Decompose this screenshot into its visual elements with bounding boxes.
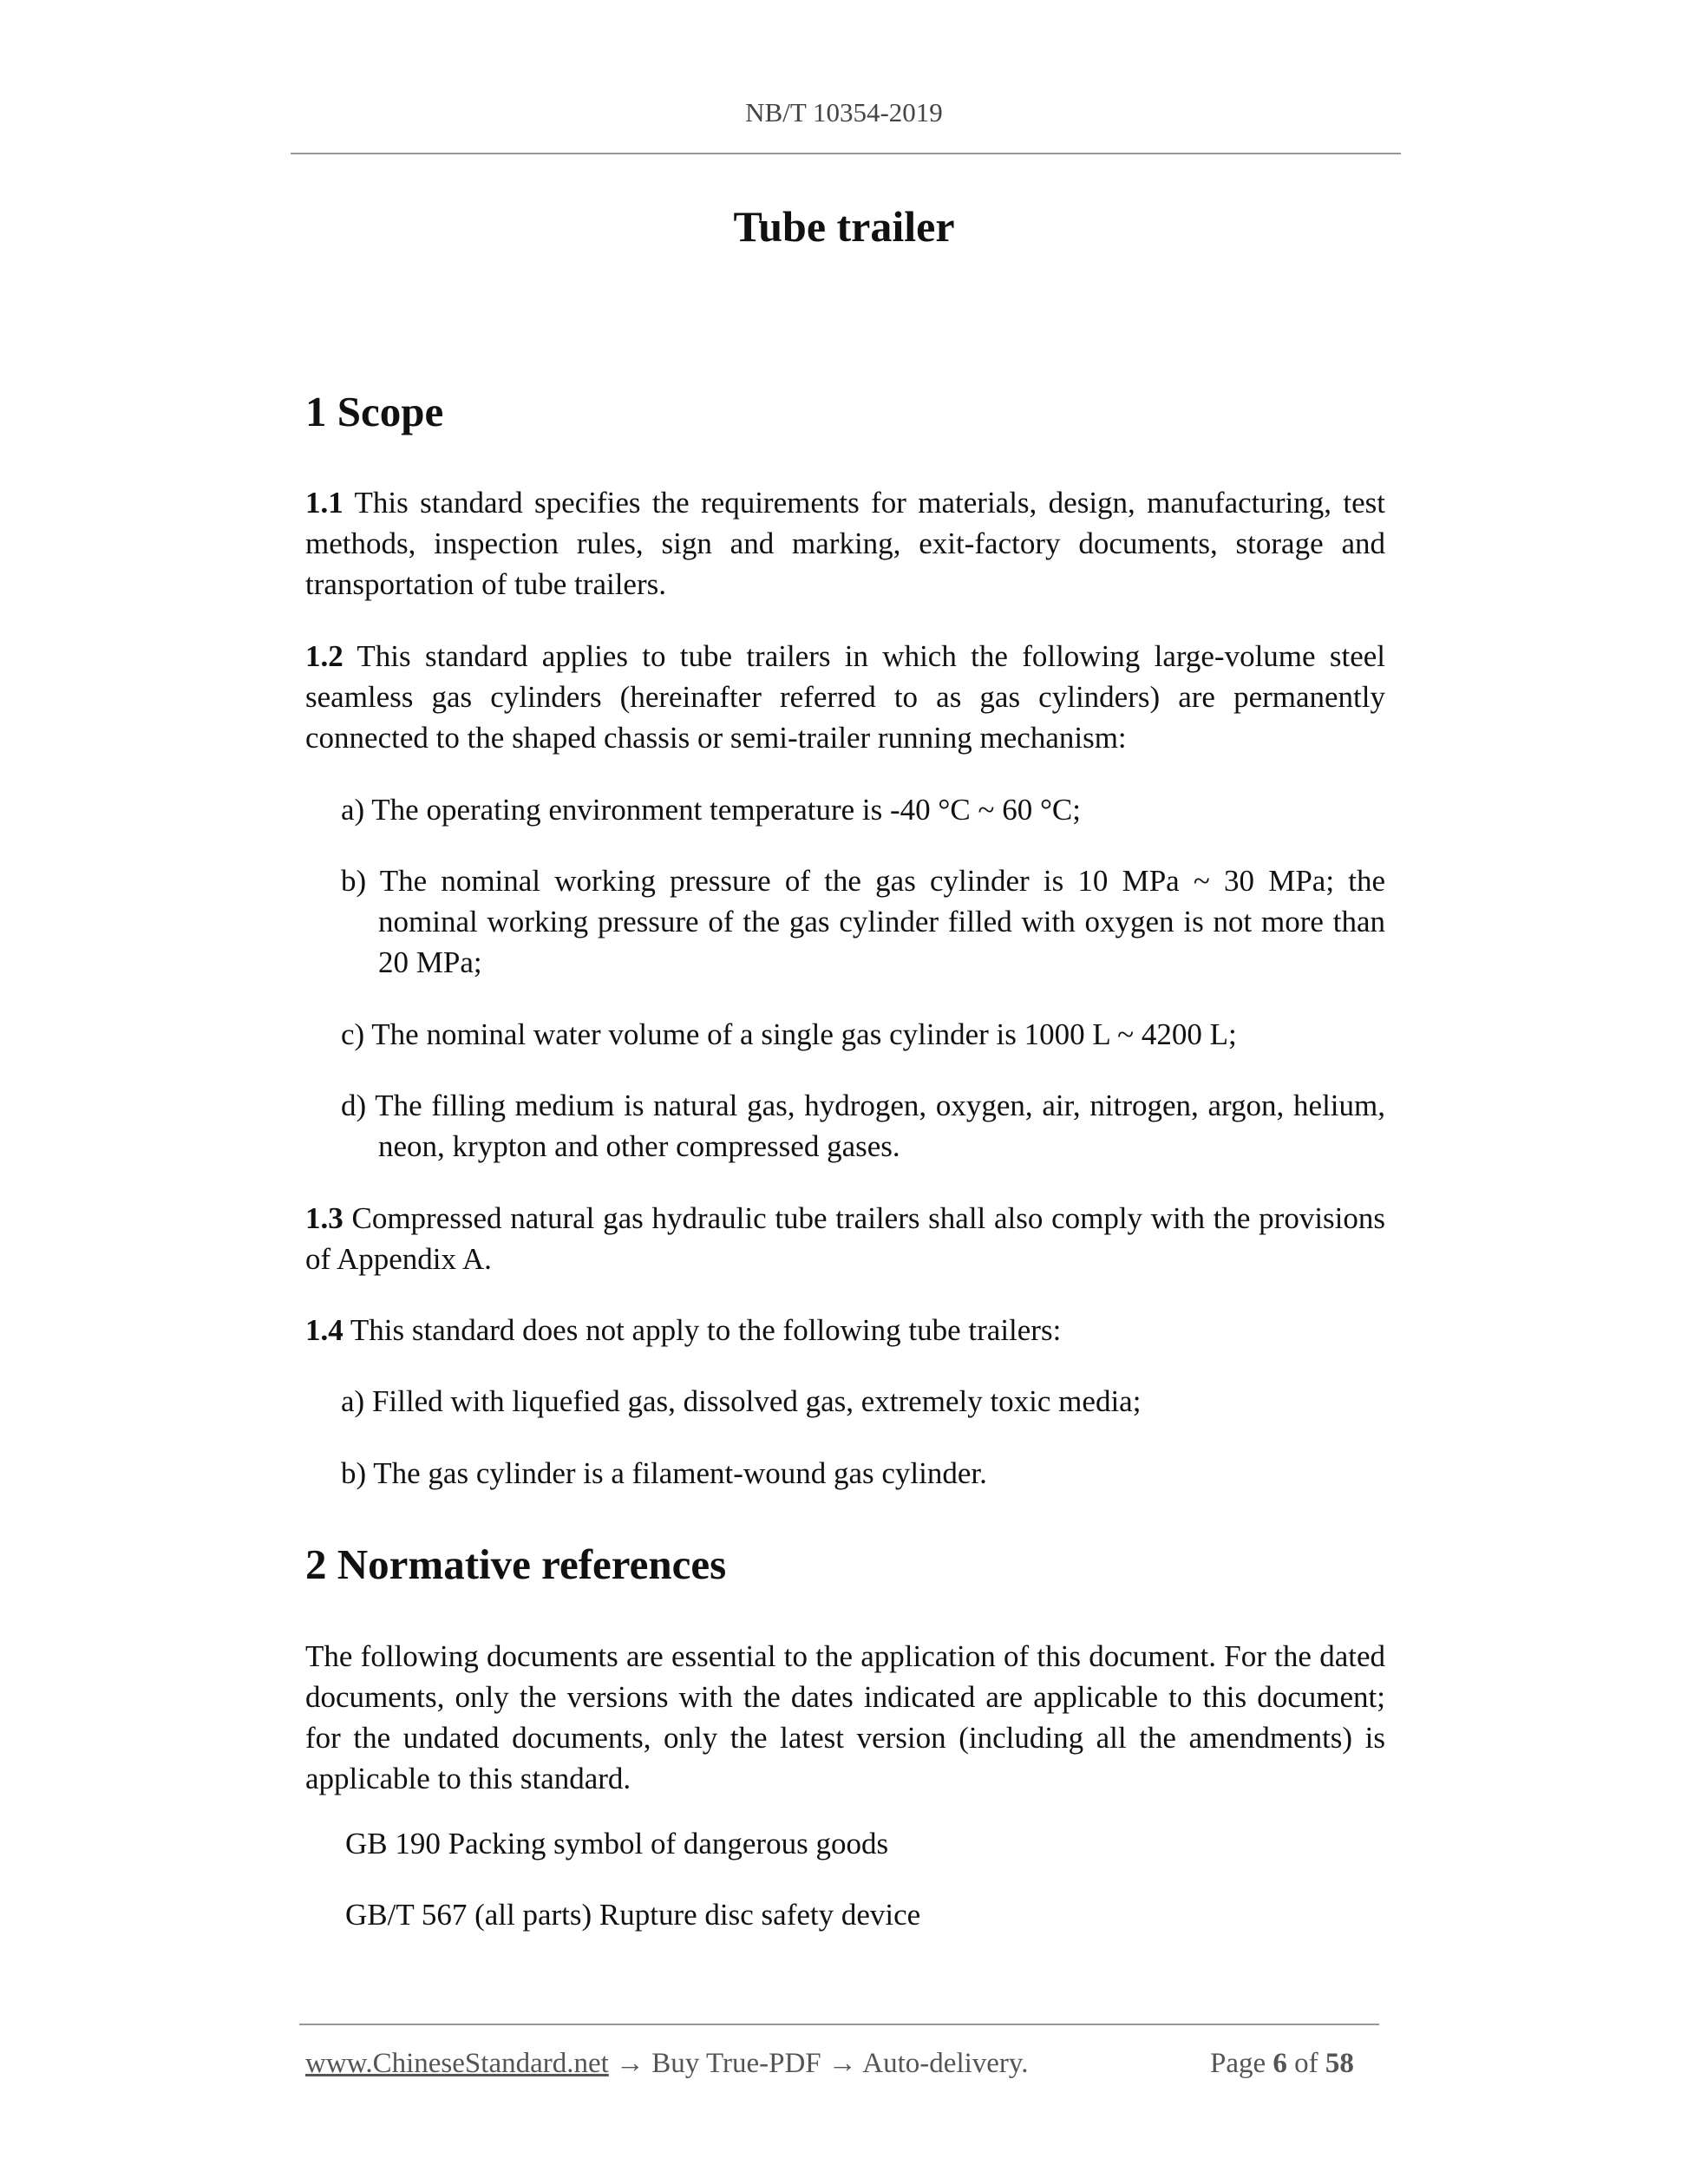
list-item: d) The filling medium is natural gas, hydrogen, oxygen, air, nitrogen, argon, helium, neon, krypton and other compressed gases.	[341, 1089, 1385, 1163]
current-page-number: 6	[1273, 2048, 1287, 2079]
page-title: Tube trailer	[733, 202, 955, 251]
list-item: a) The operating environment temperature is -40 °C ~ 60 °C;	[341, 793, 1082, 827]
list-item: b) The nominal working pressure of the gas cylinder is 10 MPa ~ 30 MPa; the nominal working pressure of the gas cylinder filled with oxygen is not more than 20 MPa;	[341, 864, 1385, 979]
total-page-count: 58	[1325, 2048, 1354, 2079]
footer-divider	[299, 2024, 1379, 2025]
clause-text: This standard specifies the requirements for materials, design, manufacturing, test methods, inspection rules, sign and marking, exit-factory documents, storage and transportation of tube trailers.	[305, 486, 1385, 601]
reference-item: GB/T 567 (all parts) Rupture disc safety device	[345, 1898, 921, 1932]
clause-number: 1.4	[305, 1313, 343, 1347]
list-item: b) The gas cylinder is a filament-wound gas cylinder.	[341, 1456, 987, 1490]
section-heading-normative-references: 2 Normative references	[305, 1540, 727, 1588]
clause-text: This standard does not apply to the following tube trailers:	[350, 1313, 1062, 1347]
page-indicator: Page 6 of 58	[1210, 2048, 1354, 2079]
document-id-header: NB/T 10354-2019	[745, 97, 943, 128]
clause-text: This standard applies to tube trailers in which the following large-volume steel seamless gas cylinders (hereinafter referred to as gas cylinders) are permanently connected to the shaped chassis or semi-trailer running mechanism:	[305, 639, 1385, 755]
clause-1-4	[305, 1310, 1385, 1350]
clause-text: Compressed natural gas hydraulic tube trailers shall also comply with the provisions of Appendix A.	[305, 1201, 1386, 1276]
header-divider	[291, 153, 1401, 154]
footer-promo-text: → Buy True-PDF → Auto-delivery.	[608, 2048, 1029, 2079]
clause-number: 1.1	[305, 486, 343, 520]
website-link[interactable]: www.ChineseStandard.net	[305, 2048, 609, 2079]
clause-number: 1.3	[305, 1201, 343, 1235]
normative-references-intro: The following documents are essential to the application of this document. For the dated documents, only the versions with the dates indicated are applicable to this document; for the undated documents, only the latest version (including all the amendments) is applicable to this standard.	[305, 1639, 1385, 1795]
clause-1-1	[305, 482, 1385, 605]
footer-promo	[305, 2048, 1029, 2080]
section-heading-scope: 1 Scope	[305, 388, 444, 435]
reference-item: GB 190 Packing symbol of dangerous goods	[345, 1827, 889, 1860]
clause-1-2	[305, 636, 1385, 758]
clause-number: 1.2	[305, 639, 343, 673]
clause-1-3	[305, 1198, 1385, 1279]
list-item: c) The nominal water volume of a single gas cylinder is 1000 L ~ 4200 L;	[341, 1017, 1237, 1051]
list-item: a) Filled with liquefied gas, dissolved gas, extremely toxic media;	[341, 1384, 1142, 1418]
